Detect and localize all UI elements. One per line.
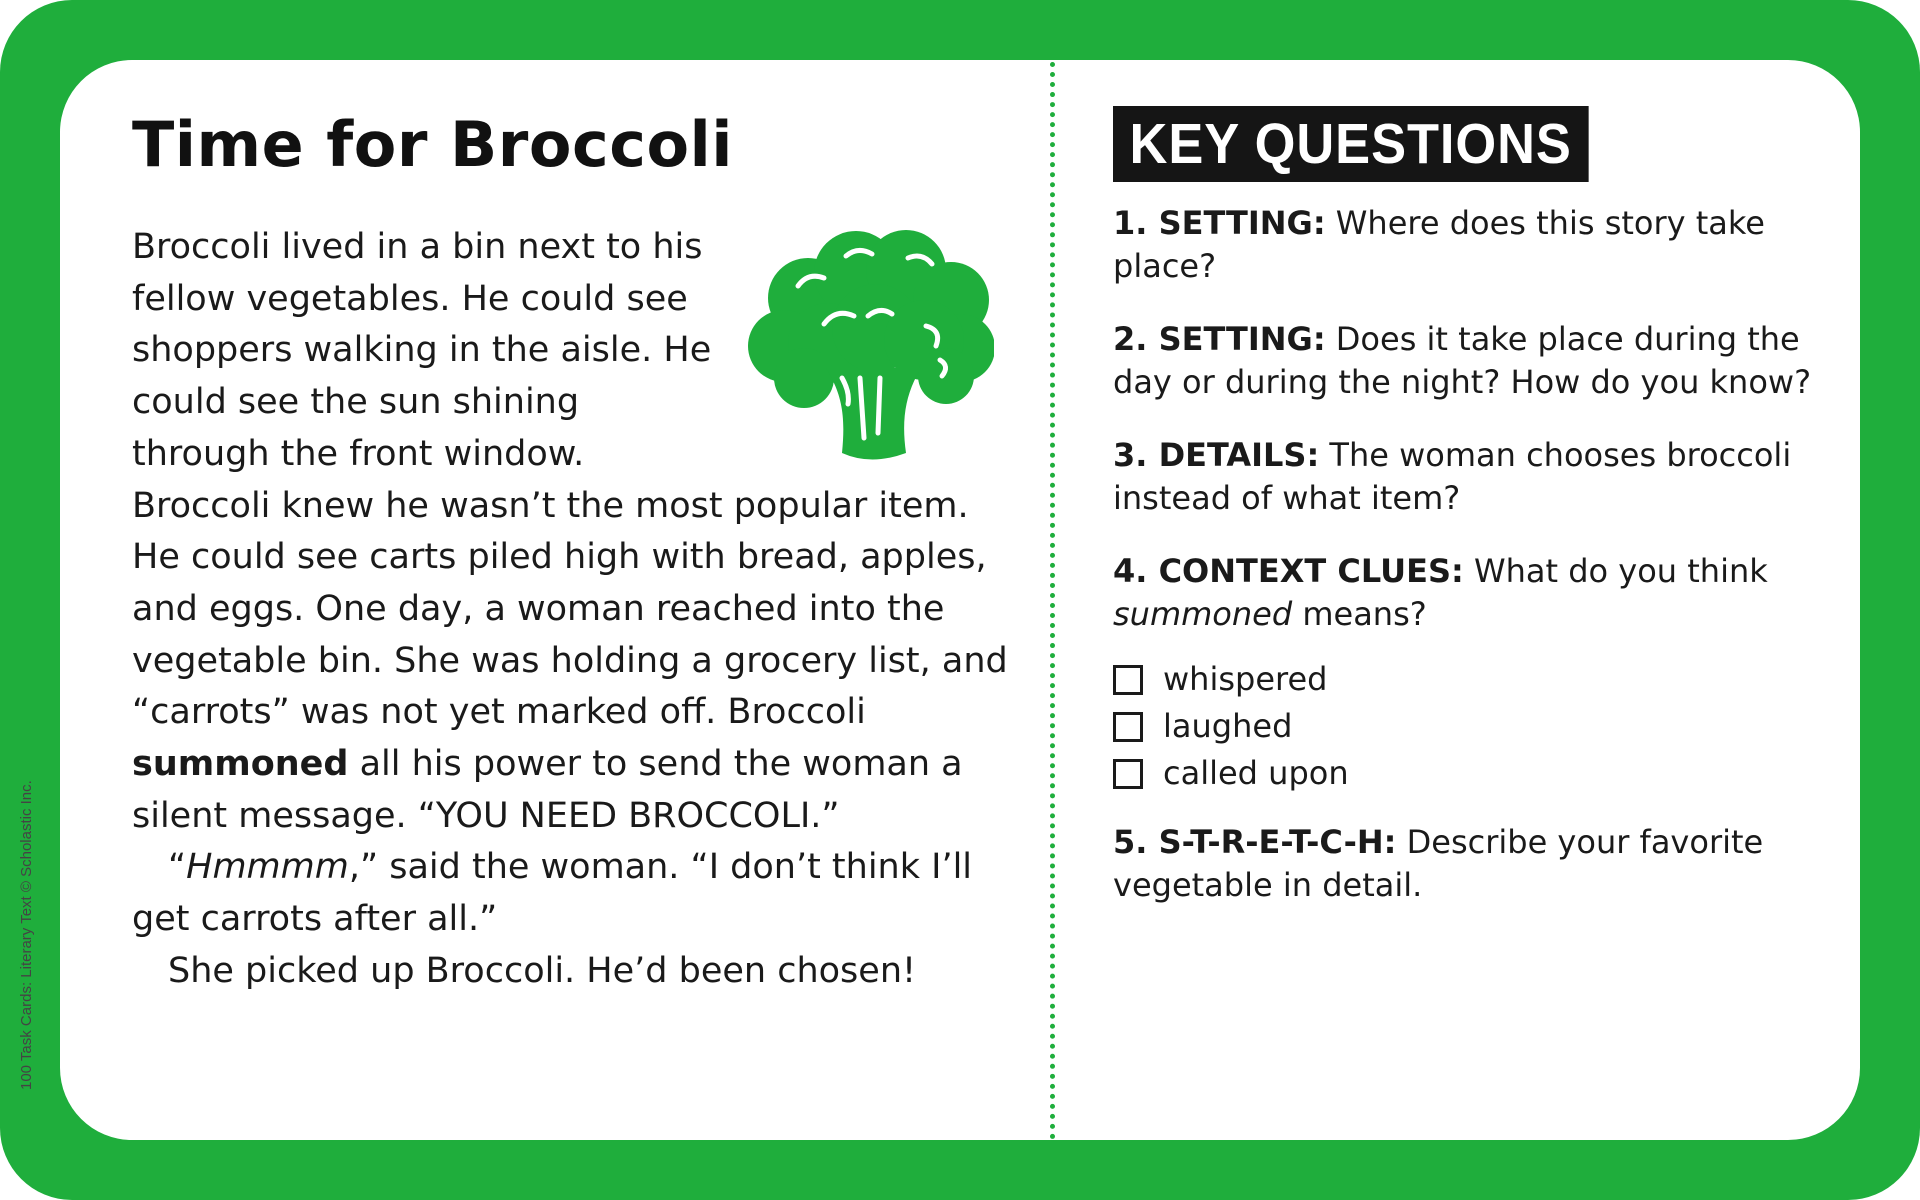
story-title: Time for Broccoli	[132, 108, 734, 181]
option-laughed[interactable]: laughed	[1113, 703, 1813, 750]
question-2: 2. SETTING: Does it take place during the day or during the night? How do you know?	[1113, 320, 1812, 401]
story-paragraph-1: Broccoli lived in a bin next to his fellow vegetables. He could see shoppers walking in the aisle. He could see the sun shining through the front window.	[132, 227, 712, 474]
checkbox[interactable]	[1113, 712, 1143, 742]
story-paragraph-2: Broccoli knew he wasn’t the most popular item. He could see carts piled high with bread, apples, and eggs. One day, a woman reached into the vegetable bin. She was holding a grocery list, and “carrots” was not yet marked off. Broccoli summoned all his power to send the woman a silent message. “YOU NEED BROCCOLI.”	[132, 485, 1008, 836]
story-paragraph-3: “Hmmmm,” said the woman. “I don’t think I’ll get carrots after all.”	[132, 847, 973, 940]
copyright-notice: 100 Task Cards: Literary Text © Scholastic Inc.	[18, 780, 35, 1090]
question-3: 3. DETAILS: The woman chooses broccoli instead of what item?	[1113, 436, 1792, 517]
option-whispered[interactable]: whispered	[1113, 656, 1813, 703]
question-1: 1. SETTING: Where does this story take place?	[1113, 204, 1765, 285]
questions-list	[1113, 202, 1813, 937]
answer-options	[1113, 656, 1813, 797]
vocab-word: summoned	[132, 744, 349, 785]
checkbox[interactable]	[1113, 665, 1143, 695]
question-5: 5. S-T-R-E-T-C-H: Describe your favorite vegetable in detail.	[1113, 823, 1764, 904]
checkbox[interactable]	[1113, 759, 1143, 789]
key-questions-heading: KEY QUESTIONS	[1113, 106, 1588, 182]
story-paragraph-4: She picked up Broccoli. He’d been chosen!	[168, 950, 917, 991]
question-4: 4. CONTEXT CLUES: What do you think summoned means?	[1113, 552, 1768, 633]
dotted-divider	[1050, 62, 1055, 1140]
story-text	[132, 222, 1012, 998]
option-called-upon[interactable]: called upon	[1113, 750, 1813, 797]
